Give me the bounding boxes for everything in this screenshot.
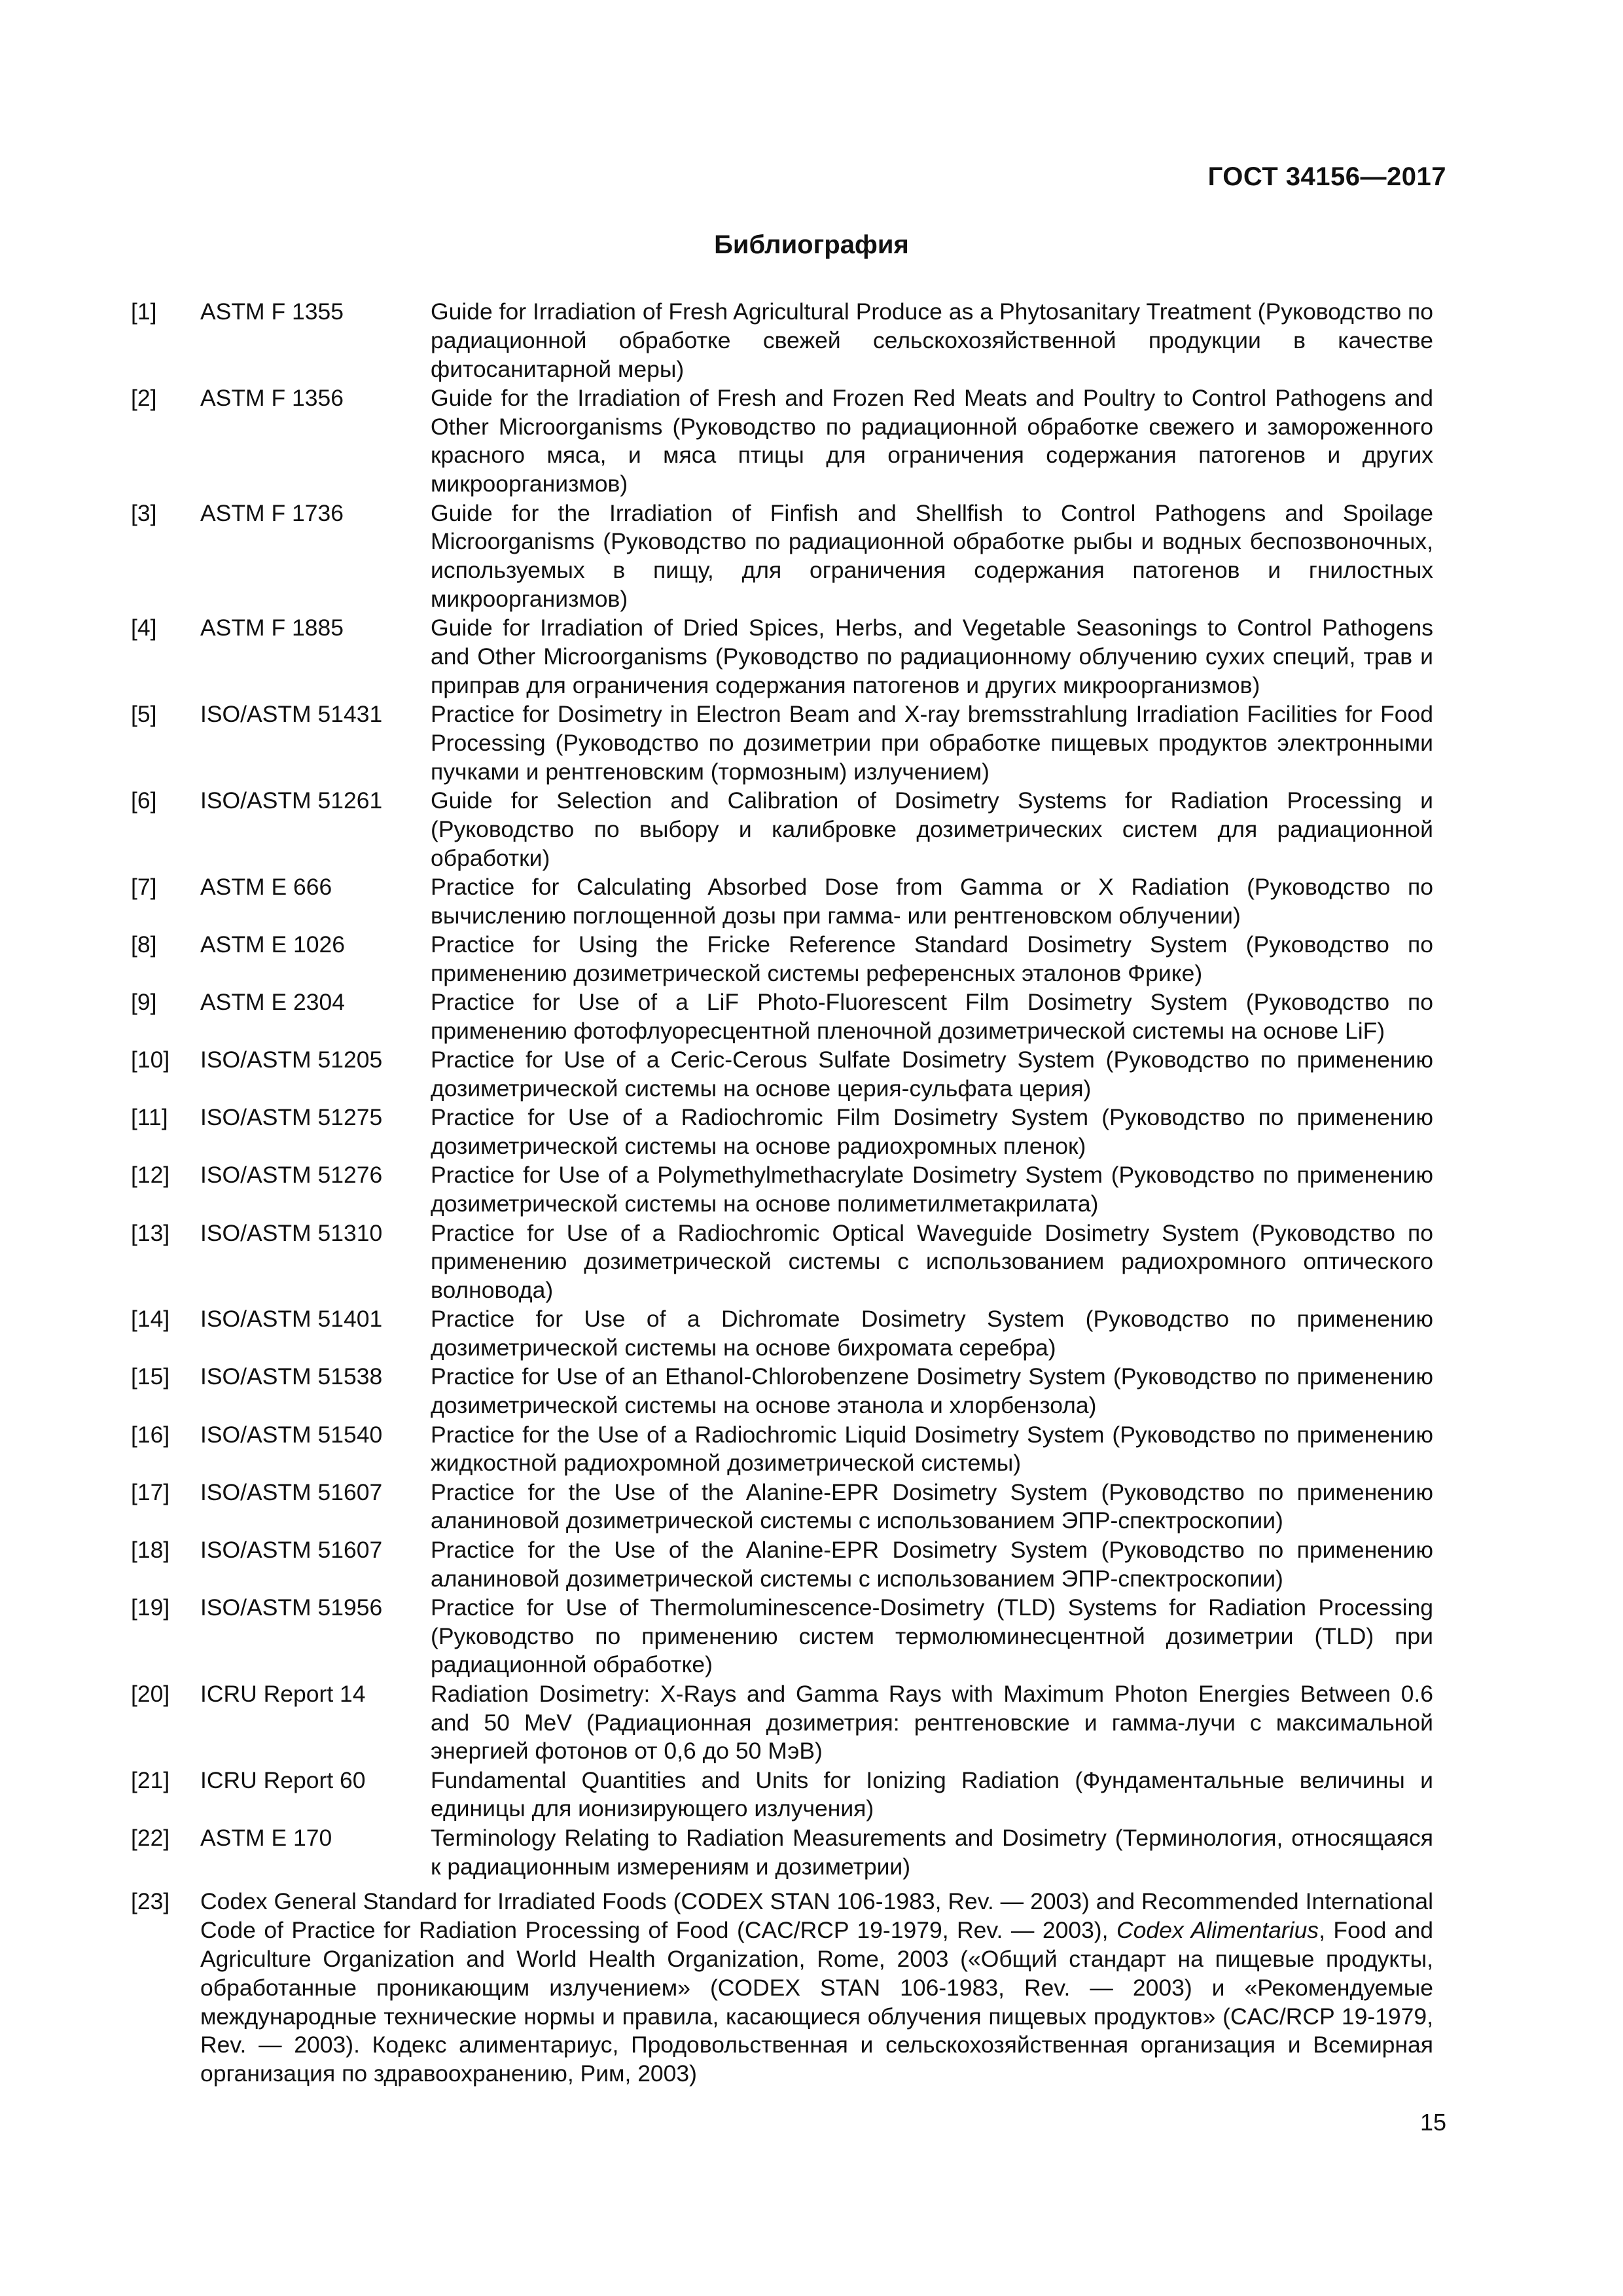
reference-text: Practice for Use of Thermoluminescence-Dosimetry (TLD) Systems for Radiation Processing (Руководство по применению систем термолюминесцентной дозиметрии (TLD) при радиационной обработке) — [431, 1594, 1433, 1678]
list-item — [131, 298, 1433, 384]
list-item — [131, 614, 1433, 700]
reference-number: [9] — [131, 989, 157, 1016]
reference-code: ISO/ASTM 51275 — [200, 1104, 383, 1131]
list-item — [131, 1161, 1433, 1219]
reference-text: Practice for the Use of the Alanine-EPR Dosimetry System (Руководство по применению аланиновой дозиметрической системы с использованием ЭПР-спектроскопии) — [431, 1536, 1433, 1592]
reference-code: ASTM E 2304 — [200, 989, 345, 1016]
reference-number: [8] — [131, 931, 157, 958]
reference-text: Practice for Use of a Polymethylmethacrylate Dosimetry System (Руководство по применению дозиметрической системы на основе полиметилметакрилата) — [431, 1162, 1433, 1217]
list-item — [131, 1767, 1433, 1824]
reference-text: Guide for the Irradiation of Finfish and Shellfish to Control Pathogens and Spoilage Microorganisms (Руководство по радиационной обработке рыбы и водных беспозвоночных, используемых в пищу, для ограничения содержания патогенов и гнилостных микроорганизмов) — [431, 499, 1433, 612]
reference-text: Fundamental Quantities and Units for Ionizing Radiation (Фундаментальные величины и единицы для ионизирующего излучения) — [431, 1767, 1433, 1822]
reference-text: Practice for Dosimetry in Electron Beam and X-ray bremsstrahlung Irradiation Facilities for Food Processing (Руководство по дозиметрии при обработке пищевых продуктов электронными пучками и рентгеновским (тормозным) излучением) — [431, 701, 1433, 785]
reference-text: Practice for Using the Fricke Reference Standard Dosimetry System (Руководство по применению дозиметрической системы референсных эталонов Фрике) — [431, 931, 1433, 986]
reference-number: [20] — [131, 1680, 170, 1707]
reference-code: ISO/ASTM 51607 — [200, 1479, 383, 1505]
reference-number: [3] — [131, 499, 157, 526]
reference-number: [2] — [131, 384, 157, 411]
list-item — [131, 787, 1433, 872]
reference-text — [200, 1888, 1433, 2089]
reference-number: [13] — [131, 1219, 170, 1246]
reference-text: Practice for Use of a Radiochromic Film Dosimetry System (Руководство по применению дозиметрической системы на основе радиохромных пленок) — [431, 1104, 1433, 1160]
reference-text: Practice for Use of an Ethanol-Chlorobenzene Dosimetry System (Руководство по применению дозиметрической системы на основе этанола и хлорбензола) — [431, 1363, 1433, 1419]
list-item — [131, 1046, 1433, 1103]
reference-number: [11] — [131, 1104, 168, 1131]
list-item — [131, 1103, 1433, 1161]
reference-code: ISO/ASTM 51431 — [200, 701, 383, 728]
reference-number: [10] — [131, 1047, 170, 1073]
list-item — [131, 873, 1433, 931]
page-number: 15 — [1419, 2109, 1446, 2136]
reference-code: ISO/ASTM 51261 — [200, 787, 383, 814]
reference-code: ISO/ASTM 51205 — [200, 1047, 383, 1073]
reference-text: Guide for Irradiation of Dried Spices, Herbs, and Vegetable Seasonings to Control Pathogens and Other Microorganisms (Руководство по радиационному облучению сухих специй, трав и приправ для ограничения содержания патогенов и других микроорганизмов) — [431, 615, 1433, 698]
reference-number: [7] — [131, 873, 157, 900]
reference-text: Practice for the Use of the Alanine-EPR Dosimetry System (Руководство по применению аланиновой дозиметрической системы с использованием ЭПР-спектроскопии) — [431, 1479, 1433, 1534]
list-item — [131, 931, 1433, 988]
reference-text-part: , Food and Agriculture Organization and World Health Organization, Rome, 2003 («Общий стандарт на пищевые продукты, обработанные проникающим излучением» (CODEX STAN 106-1983, Rev. — 2003) и «Рекомендуемые международные технические нормы и правила, касающиеся облучения пищевых продуктов» (CAC/RCP 19-1979, Rev. — 2003). Кодекс алиментариус, Продовольственная и сельскохозяйственная организация и Всемирная организация по здравоохранению, Рим, 2003) — [200, 1917, 1434, 2087]
list-item-codex — [131, 1888, 1433, 2089]
reference-code: ISO/ASTM 51540 — [200, 1421, 383, 1448]
list-item — [131, 1680, 1433, 1766]
reference-text-part: Codex General Standard for Irradiated Foods (CODEX STAN 106-1983, Rev. — 2003) and Recommended International Code of Practice for Radiation Processing of Food (CAC/RCP 19-1979, Rev. — 2003), — [200, 1888, 1433, 1944]
reference-text: Guide for Irradiation of Fresh Agricultural Produce as a Phytosanitary Treatment (Руководство по радиационной обработке свежей сельскохозяйственной продукции в качестве фитосанитарной меры) — [431, 298, 1433, 382]
reference-text: Practice for the Use of a Radiochromic Liquid Dosimetry System (Руководство по применению жидкостной радиохромной дозиметрической системы) — [431, 1421, 1433, 1477]
reference-text: Practice for Calculating Absorbed Dose from Gamma or X Radiation (Руководство по вычислению поглощенной дозы при гамма- или рентгеновском облучении) — [431, 873, 1433, 929]
reference-code: ASTM F 1736 — [200, 499, 344, 526]
list-item — [131, 1824, 1433, 1882]
list-item — [131, 384, 1433, 499]
list-item — [131, 1536, 1433, 1594]
list-item — [131, 1363, 1433, 1420]
reference-number: [15] — [131, 1363, 170, 1390]
reference-code: ASTM E 1026 — [200, 931, 345, 958]
reference-number: [22] — [131, 1824, 170, 1851]
page-title: Библиография — [714, 230, 909, 259]
reference-code: ASTM F 1885 — [200, 615, 344, 641]
reference-number: [17] — [131, 1479, 170, 1505]
reference-number: [21] — [131, 1767, 170, 1793]
reference-text: Guide for Selection and Calibration of Dosimetry Systems for Radiation Processing и (Руководство по выбору и калибровке дозиметрических систем для радиационной обработки) — [431, 787, 1433, 871]
reference-text: Guide for the Irradiation of Fresh and Frozen Red Meats and Poultry to Control Pathogens and Other Microorganisms (Руководство по радиационной обработке свежего и замороженного красного мяса, и мяса птицы для ограничения содержания патогенов и других микроорганизмов) — [431, 384, 1433, 497]
document-code: ГОСТ 34156—2017 — [1207, 162, 1446, 191]
reference-number: [23] — [131, 1888, 170, 1915]
reference-text: Radiation Dosimetry: X-Rays and Gamma Rays with Maximum Photon Energies Between 0.6 and 50 MeV (Радиационная дозиметрия: рентгеновские и гамма-лучи с максимальной энергией фотонов от 0,6 до 50 МэВ) — [431, 1680, 1433, 1765]
reference-text: Practice for Use of a Ceric-Cerous Sulfate Dosimetry System (Руководство по применению дозиметрической системы на основе церия-сульфата церия) — [431, 1047, 1433, 1102]
reference-code: ICRU Report 14 — [200, 1680, 366, 1707]
reference-number: [19] — [131, 1594, 170, 1621]
list-item — [131, 700, 1433, 786]
reference-text: Practice for Use of a LiF Photo-Fluorescent Film Dosimetry System (Руководство по применению фотофлуоресцентной пленочной дозиметрической системы на основе LiF) — [431, 989, 1433, 1044]
reference-number: [4] — [131, 615, 157, 641]
reference-code: ISO/ASTM 51401 — [200, 1306, 383, 1333]
reference-number: [14] — [131, 1306, 170, 1333]
reference-text: Terminology Relating to Radiation Measurements and Dosimetry (Терминология, относящаяся к радиационным измерениям и дозиметрии) — [431, 1824, 1433, 1880]
reference-code: ISO/ASTM 51538 — [200, 1363, 383, 1390]
reference-code: ASTM F 1356 — [200, 384, 344, 411]
list-item — [131, 1305, 1433, 1363]
reference-code: ASTM F 1355 — [200, 298, 344, 325]
reference-number: [18] — [131, 1536, 170, 1563]
reference-number: [12] — [131, 1162, 170, 1189]
reference-code: ISO/ASTM 51276 — [200, 1162, 383, 1189]
reference-code: ISO/ASTM 51607 — [200, 1536, 383, 1563]
list-item — [131, 499, 1433, 614]
reference-code: ASTM E 666 — [200, 873, 332, 900]
list-item — [131, 988, 1433, 1046]
reference-number: [5] — [131, 701, 157, 728]
reference-number: [6] — [131, 787, 157, 814]
reference-italic-title: Codex Alimentarius — [1116, 1917, 1319, 1944]
reference-number: [1] — [131, 298, 157, 325]
list-item — [131, 1421, 1433, 1479]
reference-number: [16] — [131, 1421, 170, 1448]
list-item — [131, 1594, 1433, 1679]
reference-code: ASTM E 170 — [200, 1824, 332, 1851]
reference-code: ISO/ASTM 51956 — [200, 1594, 383, 1621]
reference-code: ICRU Report 60 — [200, 1767, 366, 1793]
reference-code: ISO/ASTM 51310 — [200, 1219, 383, 1246]
list-item — [131, 1219, 1433, 1305]
bibliography-list — [131, 298, 1433, 2089]
list-item — [131, 1479, 1433, 1536]
reference-text: Practice for Use of a Dichromate Dosimetry System (Руководство по применению дозиметрической системы на основе бихромата серебра) — [431, 1306, 1433, 1361]
reference-text: Practice for Use of a Radiochromic Optical Waveguide Dosimetry System (Руководство по применению дозиметрической системы с использованием радиохромного оптического волновода) — [431, 1219, 1433, 1304]
